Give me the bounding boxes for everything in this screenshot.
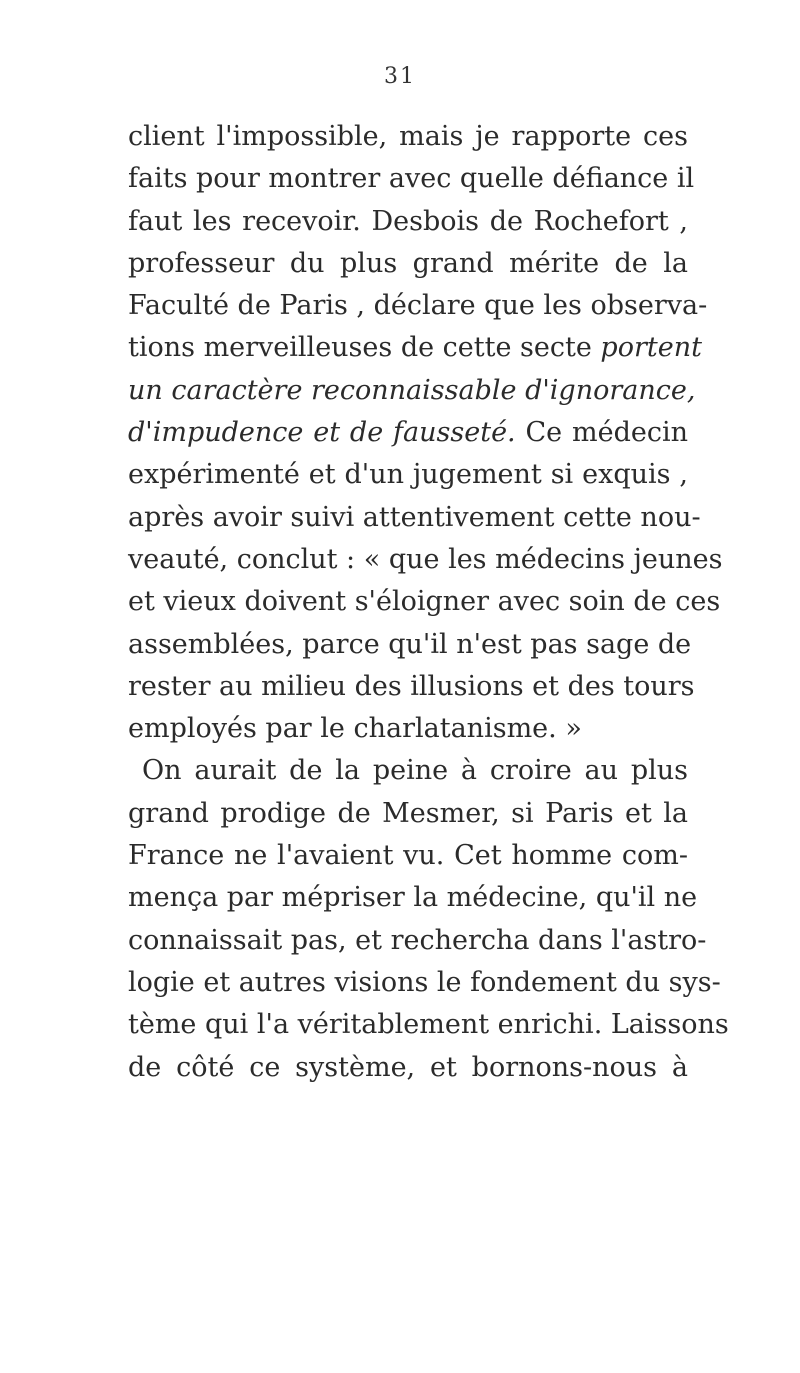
text-run: faut les recevoir. Desbois de Rochefort , — [128, 205, 688, 237]
body-text — [128, 116, 729, 1089]
text-run: faits pour montrer avec quelle défiance il — [128, 163, 695, 195]
text-run: mença par mépriser la médecine, qu'il ne — [128, 882, 698, 914]
text-line — [128, 1047, 688, 1089]
text-line — [128, 708, 688, 750]
text-line — [128, 793, 688, 835]
italic-run: portent — [600, 332, 702, 364]
text-line — [128, 285, 708, 327]
text-line — [128, 750, 688, 792]
text-line — [128, 497, 701, 539]
text-line — [128, 962, 721, 1004]
text-line — [128, 201, 688, 243]
text-run: On aurait de la peine à croire au plus — [142, 755, 688, 787]
text-line — [128, 539, 723, 581]
text-line — [128, 327, 702, 369]
text-line — [128, 370, 696, 412]
text-run: assemblées, parce qu'il n'est pas sage de — [128, 628, 692, 660]
text-line — [128, 454, 688, 496]
text-line — [128, 624, 692, 666]
text-run: tème qui l'a véritablement enrichi. Laissons — [128, 1009, 729, 1041]
italic-run: d'impudence et de fausseté. — [128, 417, 516, 449]
text-run: Ce médecin — [515, 417, 688, 449]
text-line — [128, 581, 721, 623]
text-line — [128, 835, 688, 877]
text-run: France ne l'avaient vu. Cet homme com- — [128, 840, 688, 872]
text-run: grand prodige de Mesmer, si Paris et la — [128, 797, 688, 829]
text-run: de côté ce système, et bornons-nous à — [128, 1051, 688, 1083]
text-line — [128, 666, 695, 708]
text-run: rester au milieu des illusions et des tours — [128, 670, 695, 702]
text-line — [128, 412, 688, 454]
text-run: connaissait pas, et rechercha dans l'astro- — [128, 924, 707, 956]
text-run: Faculté de Paris , déclare que les observa- — [128, 290, 708, 322]
text-line — [128, 877, 698, 919]
text-line — [128, 920, 707, 962]
text-line — [128, 116, 688, 158]
text-run: logie et autres visions le fondement du sys- — [128, 966, 721, 998]
text-run: client l'impossible, mais je rapporte ces — [128, 121, 688, 152]
text-run: professeur du plus grand mérite de la — [128, 247, 688, 279]
page-number: 31 — [384, 64, 416, 89]
text-run: employés par le charlatanisme. » — [128, 713, 582, 745]
text-line — [128, 243, 688, 285]
text-run: veauté, conclut : « que les médecins jeunes — [128, 543, 723, 575]
text-run: tions merveilleuses de cette secte — [128, 332, 601, 364]
text-run: expérimenté et d'un jugement si exquis , — [128, 459, 688, 491]
text-line — [128, 158, 695, 200]
text-run: après avoir suivi attentivement cette nou- — [128, 501, 701, 533]
text-line — [128, 1004, 729, 1046]
italic-run: un caractère reconnaissable d'ignorance, — [128, 374, 696, 406]
text-run: et vieux doivent s'éloigner avec soin de ces — [128, 586, 721, 618]
